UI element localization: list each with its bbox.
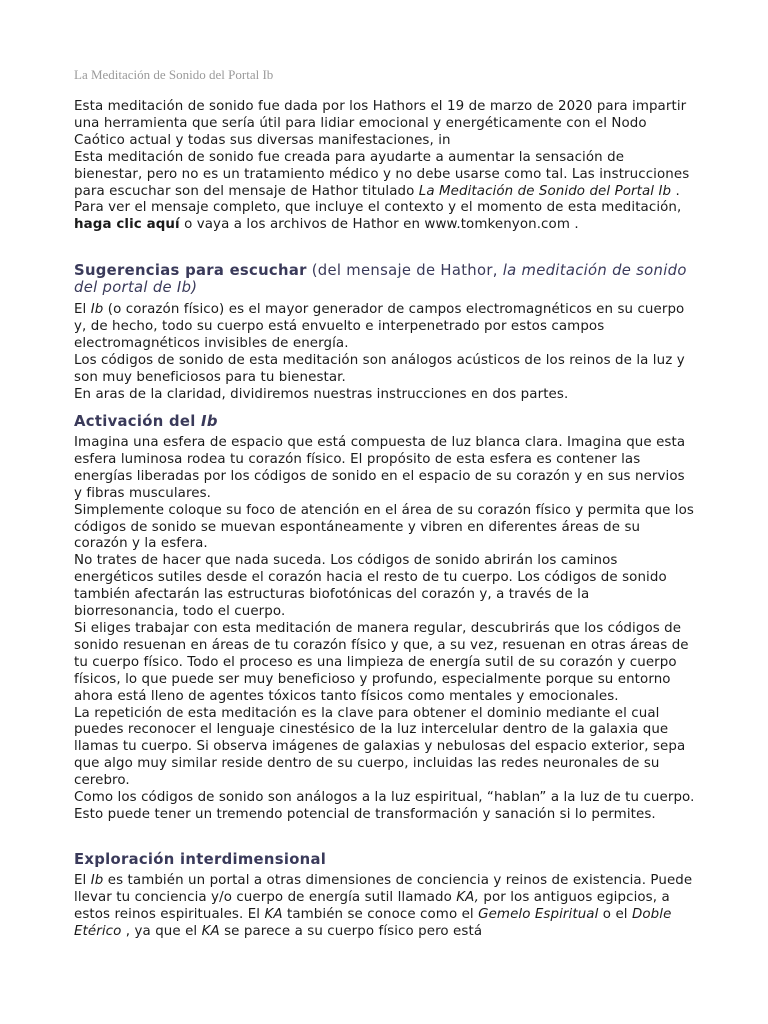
suggestions-p1-a: El: [74, 302, 91, 317]
exploration-heading: Exploración interdimensional: [74, 851, 327, 868]
suggestions-heading-normal: (del mensaje de Hathor,: [306, 262, 503, 279]
document-title: La Meditación de Sonido del Portal Ib: [74, 67, 274, 82]
activation-heading-text: Activación del: [74, 413, 202, 430]
intro-paragraph-2: [74, 150, 696, 235]
suggestions-heading-bold: Sugerencias para escuchar: [74, 262, 307, 279]
exploration-text-a: El: [74, 873, 91, 888]
suggestions-paragraph-3: En aras de la claridad, dividiremos nuestras instrucciones en dos partes.: [74, 386, 569, 402]
activation-paragraph-5: La repetición de esta meditación es la clave para obtener el dominio mediante el cual puedes reconocer el lenguaje cinestésico de la luz intercelular dentro de la galaxia que llamas tu cuerpo. Si observa imágenes de galaxias y nebulosas del espacio exterior, sepa que algo muy similar reside dentro de su cuerpo, incluidas las redes neuronales de su cerebro.: [74, 705, 686, 789]
intro-text-a: Esta meditación de sonido fue creada para ayudarte a aumentar la sensación de bienestar, pero no es un tratamiento médico y no debe usarse como tal. Las instrucciones para escuchar son del mensaje de Hathor titulado: [74, 149, 690, 199]
exploration-ka-1: KA,: [456, 889, 480, 905]
intro-section: [74, 99, 696, 234]
exploration-text-e: o el: [598, 906, 632, 922]
suggestions-paragraph-2: Los códigos de sonido de esta meditación son análogos acústicos de los reinos de la luz y son muy beneficiosos para tu bienestar.: [74, 352, 685, 385]
intro-paragraph-1: Esta meditación de sonido fue dada por los Hathors el 19 de marzo de 2020 para impartir una herramienta que sería útil para lidiar emocional y energéticamente con el Nodo Caótico actual y todas sus diversas manifestaciones, in: [74, 99, 687, 148]
activation-paragraph-6: Como los códigos de sonido son análogos a la luz espiritual, “hablan” a la luz de tu cuerpo. Esto puede tener un tremendo potencial de transformación y sanación si lo permites.: [74, 790, 695, 822]
activation-paragraph-4: Si eliges trabajar con esta meditación de manera regular, descubrirás que los códigos de sonido resuenan en áreas de tu corazón físico y que, a su vez, resuenan en otras áreas de tu cuerpo físico. Todo el proceso es una limpieza de energía sutil de su corazón y cuerpo físicos, lo que puede ser muy beneficioso y profundo, especialmente porque su entorno ahora está lleno de agentes tóxicos tanto físicos como mentales y emocionales.: [74, 620, 689, 704]
suggestions-heading-italic: la meditación de sonido del portal de Ib): [74, 262, 687, 296]
activation-section: [74, 435, 696, 824]
exploration-paragraph-1: [74, 873, 696, 941]
exploration-ka-2: KA: [264, 906, 283, 922]
intro-text-b: . Para ver el mensaje completo, que incluye el contexto y el momento de esta meditación,: [74, 183, 682, 216]
exploration-ib: Ib: [90, 873, 104, 888]
message-title: La Meditación de Sonido del Portal Ib: [418, 183, 672, 199]
exploration-text-c: por los antiguos egipcios, a estos reinos espirituales. El: [74, 889, 670, 922]
exploration-text-f: , ya que el: [121, 923, 202, 939]
exploration-text-d: también se conoce como el: [282, 906, 479, 922]
suggestions-p1-b: (o corazón físico) es el mayor generador de campos electromagnéticos en su cuerpo y, de hecho, todo su cuerpo está envuelto e interpenetrado por estos campos electromagnéticos invisibles de energía.: [74, 302, 685, 351]
exploration-ka-3: KA: [201, 923, 220, 939]
exploration-doble: Doble Etérico: [74, 906, 672, 939]
exploration-section: [74, 873, 696, 941]
click-here-link[interactable]: haga clic aquí: [74, 217, 180, 233]
exploration-text-b: es también un portal a otras dimensiones de conciencia y reinos de existencia. Puede llevar tu conciencia y/o cuerpo de energía sutil llamado: [74, 873, 693, 905]
intro-text-c: o vaya a los archivos de Hathor en www.tomkenyon.com .: [179, 217, 579, 233]
exploration-text-g: se parece a su cuerpo físico pero está: [219, 923, 483, 939]
activation-paragraph-2: Simplemente coloque su foco de atención en el área de su corazón físico y permita que los códigos de sonido se muevan espontáneamente y vibren en diferentes áreas de su corazón y la esfera.: [74, 502, 694, 552]
suggestions-heading: [74, 262, 696, 296]
activation-paragraph-3: No trates de hacer que nada suceda. Los códigos de sonido abrirán los caminos energéticos sutiles desde el corazón hacia el resto de tu cuerpo. Los códigos de sonido también afectarán las estructuras biofotónicas del corazón y, a través de la biorresonancia, todo el cuerpo.: [74, 553, 667, 620]
activation-heading: [74, 413, 696, 430]
exploration-gemelo: Gemelo Espiritual: [478, 906, 599, 922]
suggestions-p1-ib: Ib: [90, 302, 104, 317]
activation-paragraph-1: Imagina una esfera de espacio que está compuesta de luz blanca clara. Imagina que esta esfera luminosa rodea tu corazón físico. El propósito de esta esfera es contener las energías liberadas por los códigos de sonido en el espacio de su corazón y en sus nervios y fibras musculares.: [74, 435, 686, 501]
suggestions-section: [74, 302, 696, 403]
suggestions-paragraph-1: [74, 302, 696, 353]
activation-heading-ib: Ib: [201, 413, 218, 430]
